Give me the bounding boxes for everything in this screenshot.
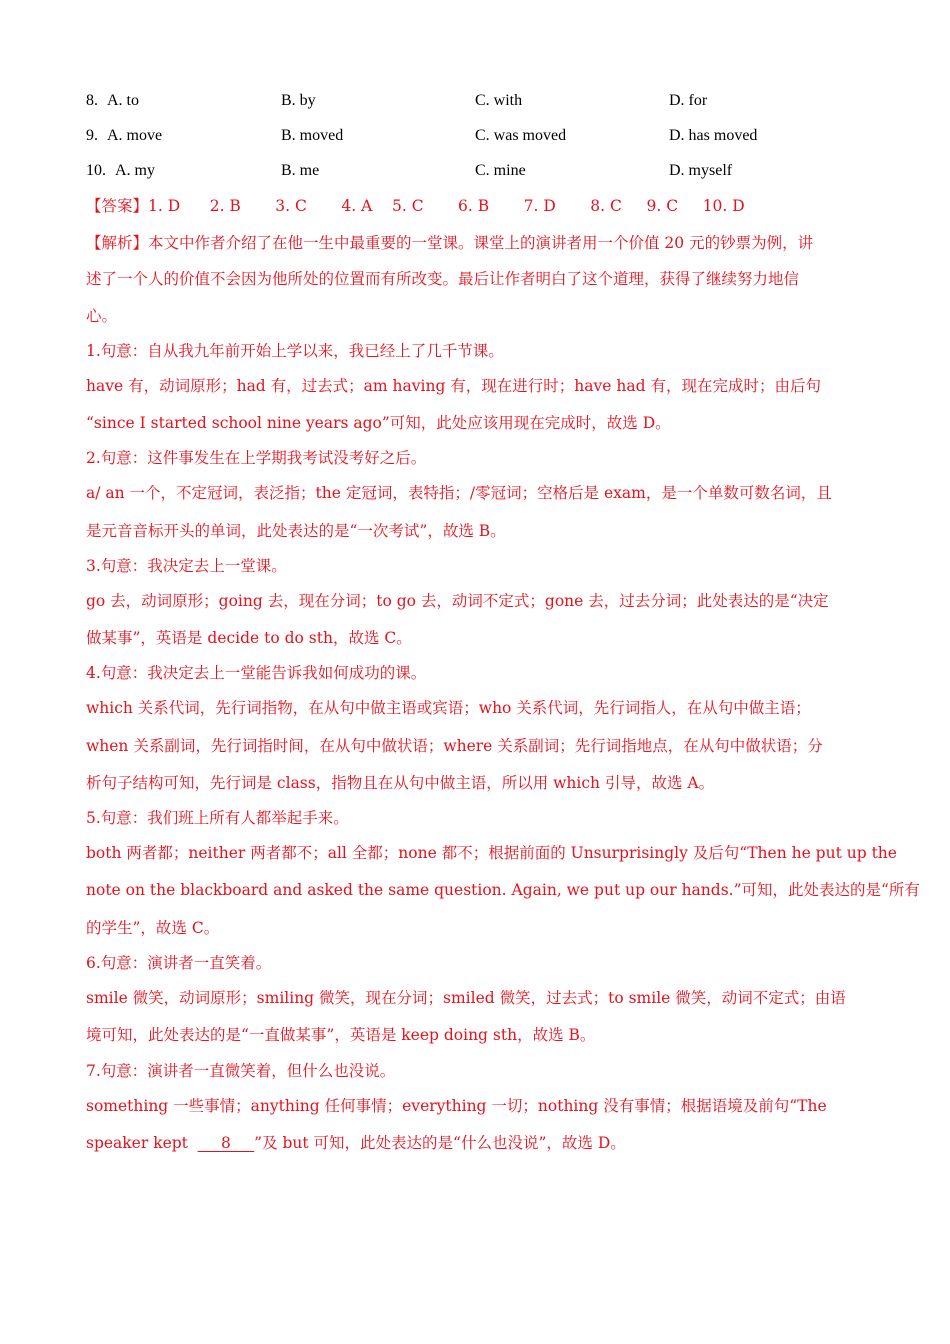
analysis-line: have 有，动词原形；had 有，过去式；am having 有，现在进行时；have had 有，现在完成时；由后句 — [86, 377, 821, 395]
question-10-option-a: A. my — [115, 162, 155, 179]
question-8-option-d: D. for — [669, 92, 708, 109]
analysis-line: 做某事”，英语是 decide to do sth，故选 C。 — [86, 629, 412, 647]
analysis-line: note on the blackboard and asked the same question. Again, we put up our hands.”可知，此处表达的是“所有 — [86, 881, 920, 899]
question-9-number: 9. — [86, 127, 98, 144]
question-10-option-b: B. me — [281, 162, 320, 179]
question-9-row — [86, 125, 886, 147]
analysis-last-line — [86, 1132, 866, 1154]
question-9-option-d: D. has moved — [669, 127, 758, 144]
question-9-option-a: A. move — [107, 127, 163, 144]
analysis-line: 1.句意：自从我九年前开始上学以来，我已经上了几千节课。 — [86, 342, 504, 360]
analysis-line: 是元音音标开头的单词，此处表达的是“一次考试”，故选 B。 — [86, 522, 506, 540]
analysis-line: 的学生”，故选 C。 — [86, 919, 220, 937]
question-10-option-d: D. myself — [669, 162, 733, 179]
analysis-line: go 去，动词原形；going 去，现在分词；to go 去，动词不定式；gone 去，过去分词；此处表达的是“决定 — [86, 592, 829, 610]
analysis-line: 析句子结构可知，先行词是 class，指物且在从句中做主语，所以用 which 引导，故选 A。 — [86, 774, 715, 792]
question-9-option-c: C. was moved — [475, 127, 567, 144]
analysis-line: smile 微笑，动词原形；smiling 微笑，现在分词；smiled 微笑，过去式；to smile 微笑，动词不定式；由语 — [86, 989, 846, 1007]
question-10-option-c: C. mine — [475, 162, 526, 179]
analysis-line: 【解析】本文中作者介绍了在他一生中最重要的一堂课。课堂上的演讲者用一个价值 20 元的钞票为例，讲 — [86, 234, 814, 252]
question-8-option-a: A. to — [107, 92, 139, 109]
blank-8: ___8___ — [197, 1134, 255, 1152]
analysis-line: 5.句意：我们班上所有人都举起手来。 — [86, 809, 349, 827]
question-8-row — [86, 90, 886, 112]
analysis-line: both 两者都；neither 两者都不；all 全都；none 都不；根据前面的 Unsurprisingly 及后句“Then he put up the — [86, 844, 897, 862]
question-10-number: 10. — [86, 162, 106, 179]
analysis-line: 境可知，此处表达的是“一直做某事”，英语是 keep doing sth，故选 B。 — [86, 1026, 596, 1044]
answer-key: 【答案】1. D 2. B 3. C 4. A 5. C 6. B 7. D 8. C 9. C 10. D — [86, 197, 745, 215]
analysis-line: 心。 — [86, 307, 118, 325]
analysis-line: 3.句意：我决定去上一堂课。 — [86, 557, 287, 575]
question-8-option-b: B. by — [281, 92, 316, 109]
question-10-row — [86, 160, 886, 182]
analysis-line: 4.句意：我决定去上一堂能告诉我如何成功的课。 — [86, 664, 427, 682]
last-line-before: speaker kept — [86, 1134, 198, 1152]
analysis-line: 6.句意：演讲者一直笑着。 — [86, 954, 272, 972]
question-9-option-b: B. moved — [281, 127, 344, 144]
analysis-line: 2.句意：这件事发生在上学期我考试没考好之后。 — [86, 449, 427, 467]
question-8-number: 8. — [86, 92, 98, 109]
analysis-line: 述了一个人的价值不会因为他所处的位置而有所改变。最后让作者明白了这个道理，获得了继续努力地信 — [86, 270, 800, 288]
analysis-line: 7.句意：演讲者一直微笑着，但什么也没说。 — [86, 1062, 396, 1080]
analysis-line: “since I started school nine years ago”可知，此处应该用现在完成时，故选 D。 — [86, 414, 671, 432]
question-8-option-c: C. with — [475, 92, 523, 109]
analysis-line: when 关系副词，先行词指时间，在从句中做状语；where 关系副词；先行词指地点，在从句中做状语；分 — [86, 737, 823, 755]
last-line-after: ”及 but 可知，此处表达的是“什么也没说”，故选 D。 — [254, 1134, 626, 1152]
analysis-line: a/ an 一个，不定冠词，表泛指；the 定冠词，表特指；/零冠词；空格后是 exam，是一个单数可数名词，且 — [86, 484, 832, 502]
analysis-line: which 关系代词，先行词指物，在从句中做主语或宾语；who 关系代词，先行词指人，在从句中做主语； — [86, 699, 811, 717]
analysis-line: something 一些事情；anything 任何事情；everything 一切；nothing 没有事情；根据语境及前句“The — [86, 1097, 827, 1115]
